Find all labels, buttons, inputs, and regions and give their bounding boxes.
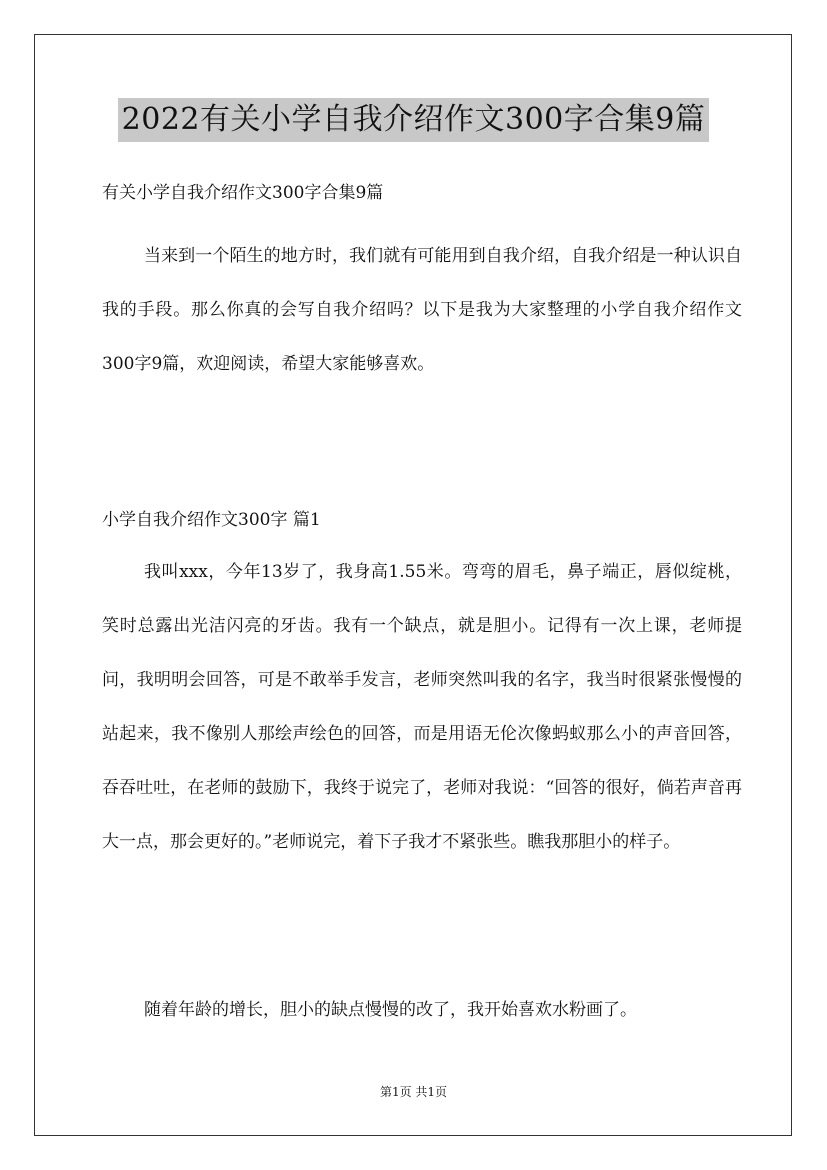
document-title: 2022有关小学自我介绍作文300字合集9篇 <box>118 98 710 142</box>
intro-paragraph: 当来到一个陌生的地方时，我们就有可能用到自我介绍，自我介绍是一种认识自我的手段。那么你真的会写自我介绍吗？以下是我为大家整理的小学自我介绍作文300字9篇，欢迎阅读，希望大家能够喜欢。 <box>102 246 742 374</box>
section-heading: 小学自我介绍作文300字 篇1 <box>102 510 321 530</box>
page-footer: 第1页 共1页 <box>379 1085 448 1099</box>
body-paragraph-1: 我叫xxx，今年13岁了，我身高1.55米。弯弯的眉毛，鼻子端正，唇似绽桃，笑时总露出光洁闪亮的牙齿。我有一个缺点，就是胆小。记得有一次上课，老师提问，我明明会回答，可是不敢举手发言，老师突然叫我的名字，我当时很紧张慢慢的站起来，我不像别人那绘声绘色的回答，而是用语无伦次像蚂蚁那么小的声音回答，吞吞吐吐，在老师的鼓励下，我终于说完了，老师对我说：“回答的很好，倘若声音再大一点，那会更好的。”老师说完，着下子我才不紧张些。瞧我那胆小的样子。 <box>102 562 742 852</box>
document-subtitle: 有关小学自我介绍作文300字合集9篇 <box>102 183 384 203</box>
title-container <box>0 98 827 142</box>
body-paragraph-2: 随着年龄的增长，胆小的缺点慢慢的改了，我开始喜欢水粉画了。 <box>144 1000 637 1020</box>
